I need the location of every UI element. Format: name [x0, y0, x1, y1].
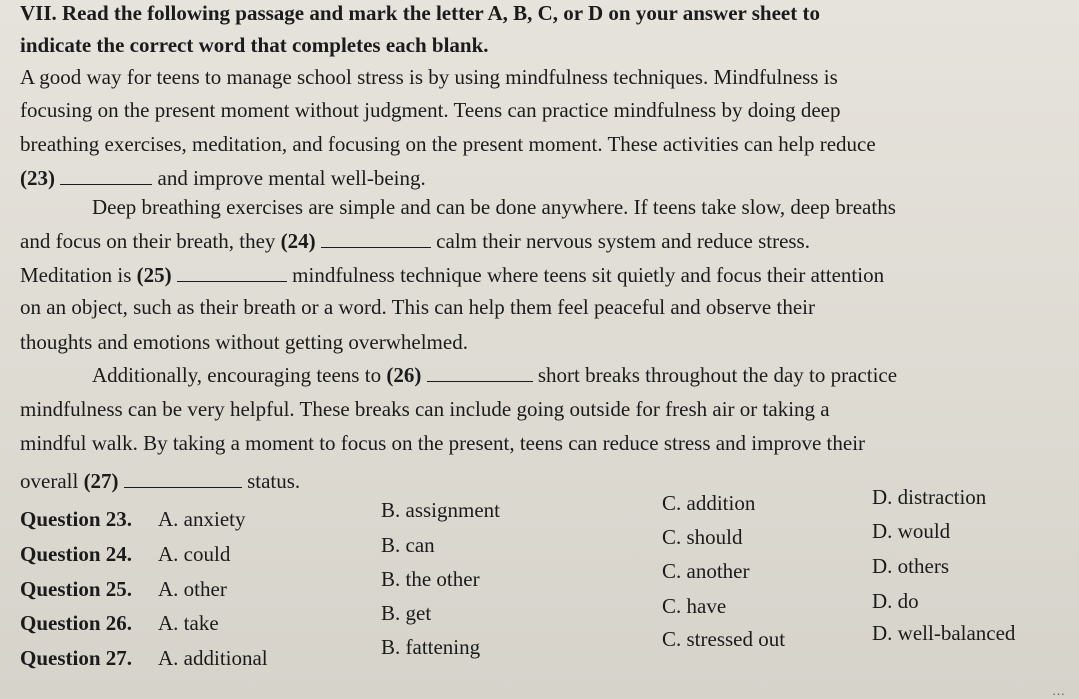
section-heading: VII. Read the following passage and mark the letter A, B, C, or D on your answer sheet to [20, 1, 820, 25]
question-label: Question 23. [20, 507, 133, 531]
option-b: B. get [381, 601, 432, 625]
passage-text: and improve mental well-being. [157, 166, 426, 190]
passage-line-blank-25 [20, 262, 884, 288]
option-d: D. distraction [872, 485, 987, 509]
passage-line-blank-27 [20, 468, 300, 494]
option-a: A. could [158, 542, 231, 566]
question-label: Question 25. [20, 577, 133, 601]
option-b: B. can [381, 533, 435, 557]
question-label: Question 27. [20, 646, 133, 670]
option-b: B. assignment [381, 498, 500, 522]
option-a: A. anxiety [158, 507, 246, 531]
passage-text: short breaks throughout the day to practice [537, 363, 898, 387]
option-c: C. should [662, 525, 743, 549]
page-footer-fragment: … [1052, 683, 1065, 698]
answer-blank-27 [124, 469, 242, 488]
option-c: C. another [662, 559, 750, 583]
option-d: D. do [872, 589, 919, 613]
passage-text: Meditation is [20, 263, 132, 287]
passage-line: mindful walk. By taking a moment to focus on the present, teens can reduce stress and improve their [20, 431, 866, 455]
blank-number: (27) [83, 469, 119, 493]
passage-text: calm their nervous system and reduce stress. [436, 229, 810, 253]
section-heading-cont: indicate the correct word that completes each blank. [20, 33, 489, 57]
option-a: A. other [158, 577, 227, 601]
passage-text: status. [247, 469, 301, 493]
passage-line-blank-23 [20, 165, 426, 191]
answer-blank-24 [321, 229, 431, 248]
blank-number: (23) [20, 166, 55, 190]
passage-text: overall [20, 469, 79, 493]
blank-number: (25) [136, 263, 172, 287]
passage-line-blank-26 [92, 362, 897, 388]
option-c: C. stressed out [662, 627, 786, 651]
answer-blank-23 [60, 166, 152, 185]
question-label: Question 26. [20, 611, 133, 635]
option-c: C. addition [662, 491, 756, 515]
passage-line: A good way for teens to manage school stress is by using mindfulness techniques. Mindfulness is [20, 65, 838, 89]
passage-line: on an object, such as their breath or a word. This can help them feel peaceful and observe their [20, 295, 815, 319]
passage-text: and focus on their breath, they [20, 229, 276, 253]
passage-line: mindfulness can be very helpful. These breaks can include going outside for fresh air or taking a [20, 397, 830, 421]
passage-text: Additionally, encouraging teens to [92, 363, 382, 387]
option-b: B. the other [381, 567, 480, 591]
passage-line-blank-24 [20, 228, 810, 254]
answer-blank-26 [427, 363, 533, 382]
passage-line: Deep breathing exercises are simple and can be done anywhere. If teens take slow, deep breaths [92, 195, 896, 219]
option-a: A. additional [158, 646, 268, 670]
blank-number: (24) [280, 229, 316, 253]
passage-line: breathing exercises, meditation, and focusing on the present moment. These activities can help reduce [20, 132, 876, 156]
option-c: C. have [662, 594, 727, 618]
question-label: Question 24. [20, 542, 133, 566]
option-d: D. would [872, 519, 951, 543]
option-a: A. take [158, 611, 219, 635]
blank-number: (26) [386, 363, 422, 387]
passage-line: thoughts and emotions without getting overwhelmed. [20, 330, 468, 354]
option-d: D. others [872, 554, 949, 578]
answer-blank-25 [177, 263, 287, 282]
option-d: D. well-balanced [872, 621, 1016, 645]
passage-text: mindfulness technique where teens sit quietly and focus their attention [292, 263, 885, 287]
option-b: B. fattening [381, 635, 481, 659]
passage-line: focusing on the present moment without judgment. Teens can practice mindfulness by doing deep [20, 98, 841, 122]
